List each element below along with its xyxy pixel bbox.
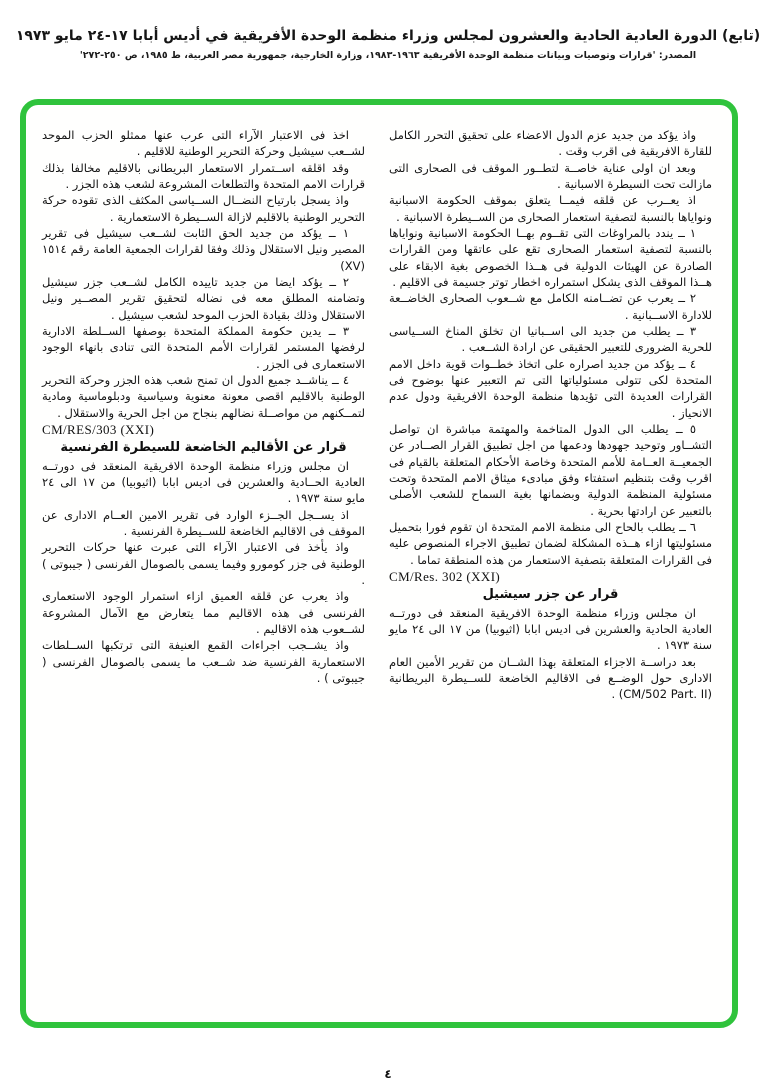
body-paragraph: ١ ــ يؤكد من جديد الحق الثابت لشــعب سيشيل فى تقرير المصير ونيل الاستقلال وذلك وفقا لقرارات الجمعية العامة رقم ١٥١٤ (XV): [42, 225, 365, 273]
page-header: [0, 0, 776, 61]
body-paragraph: ٦ ــ يطلب بالحاح الى منظمة الامم المتحدة ان تقوم فورا بتحميل مسئوليتها ازاء هــذه المشكلة لضمان تطبيق الاجراء المنصوص عليه فى القرارات المتعلقة بتصفية الاستعمار من هذه المنطقة تماما .: [389, 519, 712, 567]
body-paragraph: ٣ ــ يطلب من جديد الى اســبانيا ان تخلق المناخ الســياسى للحرية الضرورى للتعبير الحقيقى عن ارادة الشــعب .: [389, 323, 712, 355]
session-title: (تابع) الدورة العادية الحادية والعشرون لمجلس وزراء منظمة الوحدة الأفريقية في أديس أبابا ١٧-٢٤ مايو ١٩٧٣: [15, 28, 761, 44]
body-paragraph: ان مجلس وزراء منظمة الوحدة الافريقية المنعقد فى دورتــه العادية الحــادية والعشرين فى اديس ابابا (اثيوبيا) من ١٧ الى ٢٤ مايو سنة ١٩٧٣ .: [42, 458, 365, 506]
body-paragraph: واذ يشــجب اجراءات القمع العنيفة التى ترتكبها الســلطات الاستعمارية الفرنسية ضد شــعب ما يسمى بالصومال الفرنسى ( جيبوتى ) .: [42, 638, 365, 686]
body-paragraph: واذ يأخذ فى الاعتبار الآراء التى عبرت عنها حركات التحرير الوطنية فى جزر كومورو وفيما يسمى بالصومال الفرنسى ( جيبوتى ) .: [42, 540, 365, 588]
resolution-code: CM/RES/303 (XXI): [42, 421, 155, 437]
body-paragraph: ٣ ــ يدين حكومة المملكة المتحدة بوصفها الســلطة الادارية لرفضها المستمر لقرارات الأمم المتحدة التى تنادى بانهاء الوجود الاستعمارى فى الجزر .: [42, 323, 365, 371]
resolution-title: قرار عن الأقاليم الخاضعة للسيطرة الفرنسية: [60, 440, 347, 456]
body-paragraph: اذ يعــرب عن قلقه فيمــا يتعلق بموقف الحكومة الاسبانية ونواياها بالنسبة لتصفية استعمار الصحارى من الســيطرة الاسبانية .: [389, 193, 712, 224]
page-number: ٤: [384, 1067, 392, 1081]
body-paragraph: اذ يســجل الجــزء الوارد فى تقرير الامين العــام الادارى عن الموقف فى الاقاليم الخاضعة للســيطرة الفرنسية .: [42, 507, 365, 539]
body-paragraph: واذ يسجل بارتياح النضــال الســياسى المكثف الذى تقوده حركة التحرير الوطنية بالاقليم لازالة الســيطرة الاستعمارية .: [42, 193, 365, 224]
body-paragraph: وبعد ان اولى عناية خاصــة لتطــور الموقف فى الصحارى التى مازالت تحت السيطرة الاسبانية .: [389, 160, 712, 191]
resolution-code: CM/Res. 302 (XXI): [389, 568, 501, 584]
body-paragraph: واذ يؤكد من جديد عزم الدول الاعضاء على تحقيق التحرر الكامل للقارة الافريقية فى اقرب وقت .: [389, 128, 712, 159]
column-left: [42, 127, 365, 1008]
body-paragraph: ١ ــ يندد بالمراوغات التى تقــوم بهــا الحكومة الاسبانية ونواياها بالنسبة لتصفية استعمار الصحارى تقع على عاتقها ومن القرارات الصادرة عن الهيئات الدولية فى هــذا الخصوص بغية الابقاء على هــذا الموقف الذى يشكل استمراره اخطار توتر جسيمة فى الاقليم .: [389, 225, 712, 289]
body-paragraph: وقد اقلقه اســتمرار الاستعمار البريطانى بالاقليم مخالفا بذلك قرارات الامم المتحدة والتطلعات المشروعة لشعب هذه الجزر .: [42, 160, 365, 191]
content-frame: [20, 99, 738, 1028]
body-paragraph: ٤ ــ يناشــد جميع الدول ان تمنح شعب هذه الجزر وحركة التحرير الوطنية بالاقليم اقصى معونة معنوية وسياسية ودبلوماسية ومادية لتمــكنهم من مواصــلة نضالهم بنجاح من اجل الحرية والاستقلال .: [42, 372, 365, 420]
page-footer: [0, 1063, 776, 1082]
body-paragraph: ٥ ــ يطلب الى الدول المتاخمة والمهتمة مباشرة ان تواصل التشــاور وتوحيد جهودها ودعمها من اجل تطبيق القرار الصــادر عن الجمعيــة العــامة للأمم المتحدة وخاصة الأحكام المتعلقة بالقيام فى اقرب وقت بتنظيم استفتاء وفق مبادىء ميثاق الامم المتحدة وتحت مسئولية المنظمة الدولية وبضمانها بغية السماح للشعب الأصلى بالتعبير عن ارادتها بحرية .: [389, 421, 712, 518]
column-right: [389, 127, 712, 1008]
source-citation: المصدر: 'قرارات وتوصيات وبيانات منظمة الوحدة الأفريقية ١٩٦٣-١٩٨٣، وزارة الخارجية، جمهورية مصر العربية، ط ١٩٨٥، ص ٢٥٠-٢٧٢': [79, 50, 697, 61]
body-paragraph: واذ يعرب عن قلقه العميق ازاء استمرار الوجود الاستعمارى الفرنسى فى هذه الاقاليم مما يتعارض مع الآمال المشروعة لشــعوب هذه الاقاليم .: [42, 589, 365, 637]
body-paragraph: ٢ ــ يعرب عن تضــامنه الكامل مع شــعوب الصحارى الخاضــعة للادارة الاســبانية .: [389, 291, 712, 322]
body-paragraph: ٢ ــ يؤكد ايضا من جديد تاييده الكامل لشــعب جزر سيشيل وتضامنه المطلق معه فى نضاله لتحقيق تقرير المصــير ونيل الاستقلال وذلك بقيادة الحزب الموحد لشعب سيشيل .: [42, 274, 365, 322]
body-paragraph: بعد دراســة الاجزاء المتعلقة بهذا الشــان من تقرير الأمين العام الادارى حول الوضــع فى الاقاليم الخاضعة للســيطرة البريطانية (CM/502 Part. II) .: [389, 654, 712, 702]
body-paragraph: ان مجلس وزراء منظمة الوحدة الافريقية المنعقد فى دورتــه العادية الحادية والعشرين فى اديس ابابا (اثيوبيا) من ١٧ الى ٢٤ مايو سنة ١٩٧٣ .: [389, 605, 712, 653]
resolution-title: قرار عن جزر سيشيل: [482, 587, 619, 603]
body-paragraph: اخذ فى الاعتبار الآراء التى عرب عنها ممثلو الحزب الموحد لشــعب سيشيل وحركة التحرير الوطنية للاقليم .: [42, 128, 365, 159]
body-paragraph: ٤ ــ يؤكد من جديد اصراره على اتخاذ خطــوات قوية داخل الامم المتحدة لكى تتولى مسئولياتها التى تم التعبير عنها بوضوح فى القرارات العديدة التى تؤيدها منظمة الوحدة الافريقية ودول عدم الانحياز .: [389, 356, 712, 420]
